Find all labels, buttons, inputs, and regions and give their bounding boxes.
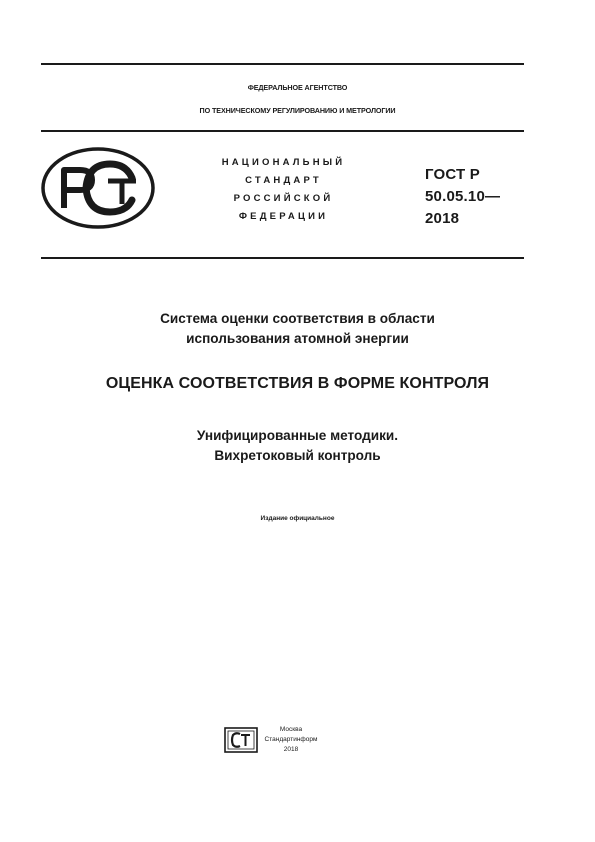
publisher-city: Москва [279,726,303,733]
standard-type-line-4: ФЕДЕРАЦИИ [238,211,329,222]
edition-label: Издание официальное [260,515,335,522]
designation-line-3: 2018 [425,210,460,227]
standard-type-block [196,154,371,226]
subtitle-line-1: Унифицированные методики. [196,428,399,443]
standard-type-line-1: НАЦИОНАЛЬНЫЙ [221,157,346,168]
system-title [0,309,595,349]
main-title: ОЦЕНКА СООТВЕТСТВИЯ В ФОРМЕ КОНТРОЛЯ [105,375,490,392]
divider-rule [41,257,524,259]
rst-certification-mark-icon [40,146,156,230]
designation-line-1: ГОСТ Р [425,166,480,183]
publisher-year: 2018 [283,746,299,753]
header-rule [41,130,524,132]
standard-type-line-2: СТАНДАРТ [245,175,322,186]
designation-line-2: 50.05.10— [425,188,501,205]
agency-line-2: ПО ТЕХНИЧЕСКОМУ РЕГУЛИРОВАНИЮ И МЕТРОЛОГИИ [199,106,396,115]
standard-type-line-3: РОССИЙСКОЙ [233,193,334,204]
subtitle-line-2: Вихретоковый контроль [214,448,381,463]
agency-line-1: ФЕДЕРАЛЬНОЕ АГЕНТСТВО [247,83,348,92]
standartinform-logo-icon [224,727,258,753]
system-title-line-1: Система оценки соответствия в области [160,311,435,326]
publisher-name: Стандартинформ [264,736,318,743]
system-title-line-2: использования атомной энергии [186,331,409,346]
subtitle [0,426,595,466]
publisher-imprint [262,725,320,755]
standard-designation [425,164,535,230]
top-rule [41,63,524,65]
